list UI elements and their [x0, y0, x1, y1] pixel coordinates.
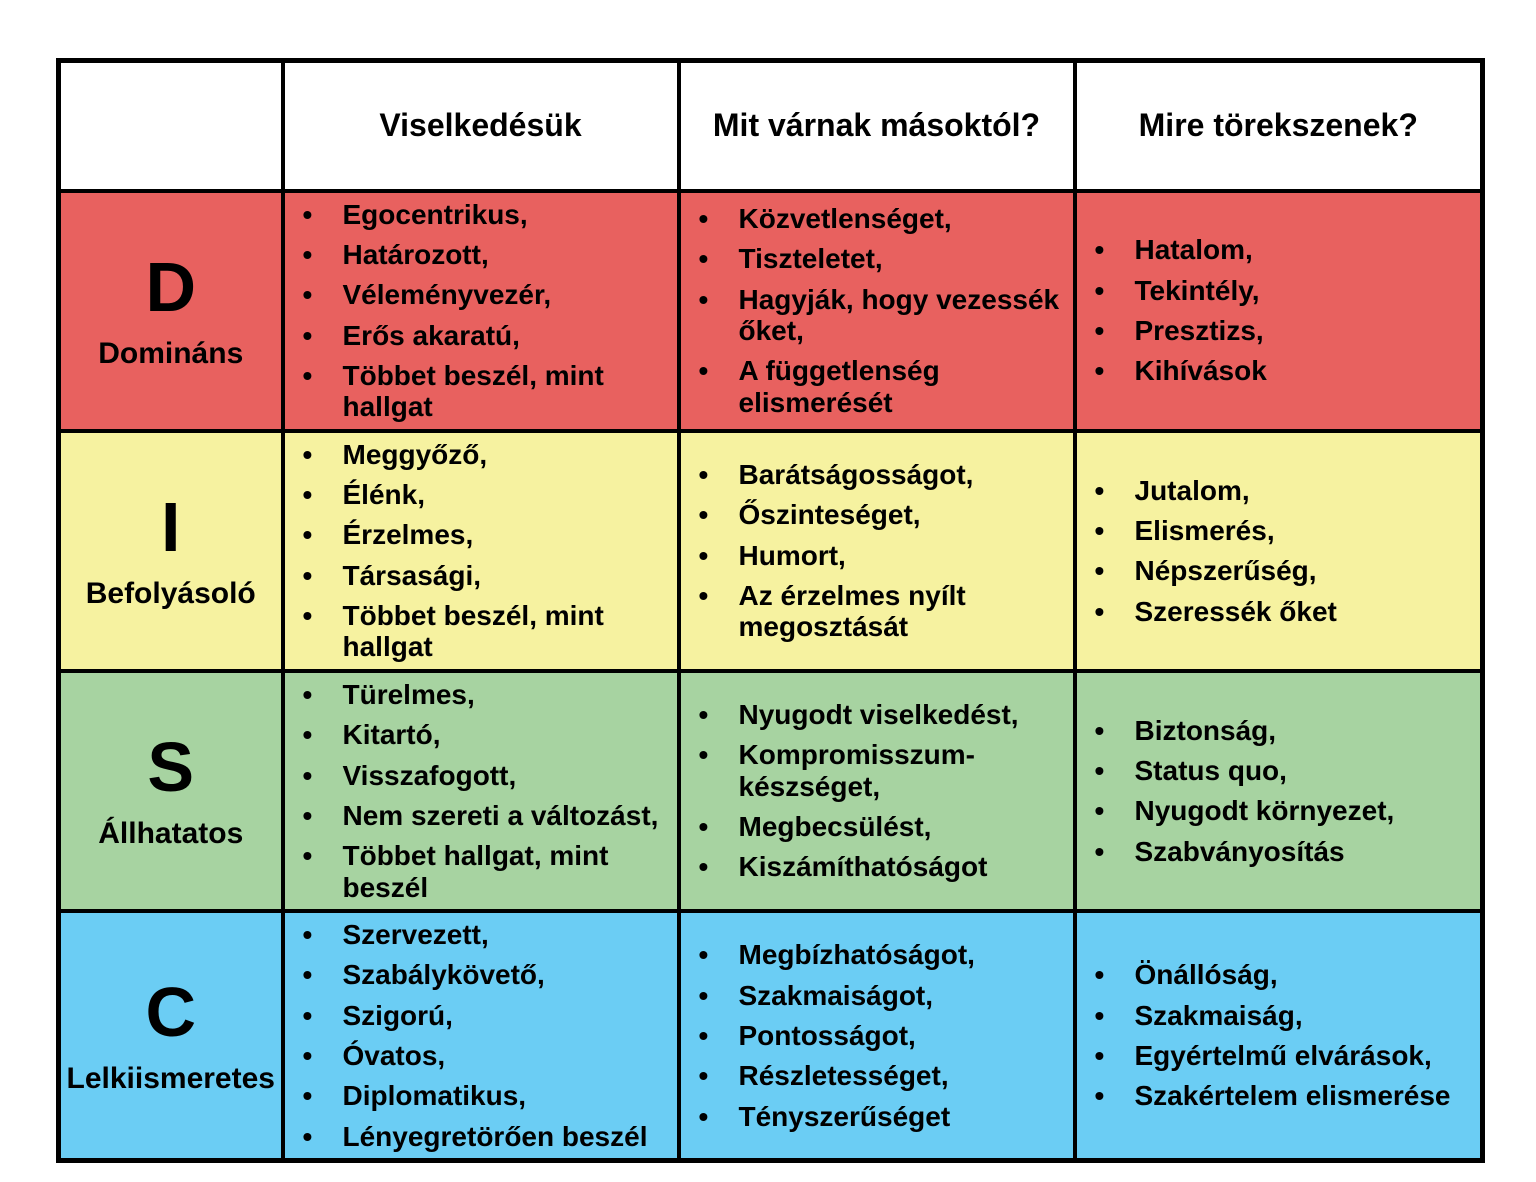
list-item: [1077, 275, 1481, 306]
list-item-text: Humort,: [738, 539, 846, 571]
bullet-list: [285, 679, 677, 903]
list-item: [681, 355, 1073, 418]
list-item: [285, 1121, 677, 1152]
row-letter: C: [145, 972, 197, 1051]
list-item: [1077, 234, 1481, 265]
bullet-icon: •: [302, 359, 313, 391]
cell-dominant-behavior: [283, 191, 679, 431]
bullet-list: [1077, 959, 1481, 1111]
bullet-icon: •: [698, 698, 709, 730]
list-item: [681, 1101, 1073, 1132]
bullet-icon: •: [698, 811, 709, 843]
bullet-icon: •: [1094, 959, 1105, 991]
list-item-text: Közvetlenséget,: [738, 203, 952, 234]
list-item: [681, 580, 1073, 643]
list-item: [1077, 836, 1481, 867]
list-item: [681, 459, 1073, 490]
row-steady: [59, 671, 1483, 911]
list-item-text: Óvatos,: [342, 1040, 446, 1072]
list-item-text: Szigorú,: [342, 999, 453, 1031]
cell-influencer-expectations: [679, 431, 1075, 671]
list-item-text: Nem szereti a változást,: [342, 799, 659, 831]
list-item: [681, 939, 1073, 970]
list-item-text: Tényszerűséget: [738, 1100, 951, 1132]
list-item-text: Elismerés,: [1134, 514, 1275, 546]
list-item-text: Biztonság,: [1134, 714, 1277, 746]
list-item-text: Társasági,: [342, 559, 482, 591]
bullet-icon: •: [302, 678, 313, 710]
row-letter: D: [145, 247, 197, 326]
list-item-text: Visszafogott,: [342, 759, 517, 791]
list-item: [1077, 555, 1481, 586]
cell-steady-goals: [1075, 671, 1483, 911]
row-influencer: [59, 431, 1483, 671]
bullet-icon: •: [302, 238, 313, 270]
list-item-text: A függetlenség elismerését: [738, 355, 940, 418]
cell-conscientious-goals: [1075, 911, 1483, 1161]
bullet-list: [285, 199, 677, 423]
cell-dominant-expectations: [679, 191, 1075, 431]
list-item-text: Hatalom,: [1134, 234, 1253, 266]
row-dominant: [59, 191, 1483, 431]
bullet-icon: •: [302, 438, 313, 470]
bullet-icon: •: [698, 579, 709, 611]
list-item-text: Lényegretörően beszél: [342, 1120, 648, 1152]
bullet-icon: •: [698, 739, 709, 771]
disc-table: [56, 58, 1485, 1163]
list-item-text: Szakmaiság,: [1134, 999, 1303, 1031]
list-item-text: Részletességet,: [738, 1060, 949, 1092]
list-item-text: Nyugodt viselkedést,: [738, 698, 1019, 730]
bullet-icon: •: [698, 203, 709, 234]
list-item: [1077, 596, 1481, 627]
list-item: [681, 540, 1073, 571]
bullet-icon: •: [1094, 595, 1105, 627]
list-item-text: Határozott,: [342, 238, 489, 270]
list-item: [285, 560, 677, 591]
list-item-text: Önállóság,: [1134, 959, 1278, 991]
bullet-icon: •: [302, 279, 313, 311]
list-item: [1077, 795, 1481, 826]
row-name: Domináns: [98, 336, 244, 370]
list-item: [681, 284, 1073, 347]
bullet-icon: •: [302, 999, 313, 1031]
bullet-icon: •: [698, 851, 709, 883]
cell-conscientious-expectations: [679, 911, 1075, 1161]
bullet-icon: •: [1094, 355, 1105, 387]
row-name: Állhatatos: [98, 817, 244, 851]
list-item: [285, 320, 677, 351]
corner-cell: [59, 61, 283, 191]
cell-dominant-goals: [1075, 191, 1483, 431]
list-item: [285, 760, 677, 791]
cell-influencer-goals: [1075, 431, 1483, 671]
bullet-icon: •: [302, 959, 313, 991]
bullet-icon: •: [698, 539, 709, 571]
bullet-icon: •: [698, 458, 709, 490]
list-item: [285, 439, 677, 470]
row-letter: I: [161, 487, 181, 566]
list-item-text: Tiszteletet,: [738, 243, 883, 275]
bullet-list: [681, 939, 1073, 1132]
cell-steady-behavior: [283, 671, 679, 911]
bullet-icon: •: [1094, 474, 1105, 506]
list-item: [681, 203, 1073, 234]
list-item-text: Élénk,: [342, 479, 425, 511]
list-item: [681, 851, 1073, 882]
bullet-icon: •: [302, 479, 313, 511]
column-header-goals: Mire törekszenek?: [1075, 61, 1483, 191]
bullet-icon: •: [302, 759, 313, 791]
bullet-icon: •: [698, 1060, 709, 1092]
bullet-icon: •: [302, 918, 313, 950]
list-item: [681, 699, 1073, 730]
list-item-text: Szabálykövető,: [342, 959, 545, 991]
list-item-text: Őszinteséget,: [738, 499, 921, 531]
column-header-expectations: Mit várnak másoktól?: [679, 61, 1075, 191]
bullet-list: [681, 203, 1073, 418]
list-item-text: Érzelmes,: [342, 519, 474, 551]
bullet-icon: •: [698, 1100, 709, 1132]
list-item: [681, 980, 1073, 1011]
bullet-list: [1077, 715, 1481, 867]
list-item: [285, 800, 677, 831]
list-item: [681, 739, 1073, 802]
bullet-icon: •: [302, 719, 313, 751]
list-item-text: Egocentrikus,: [342, 198, 528, 230]
cell-influencer-behavior: [283, 431, 679, 671]
list-item: [285, 360, 677, 423]
list-item-text: Kihívások: [1134, 355, 1267, 387]
bullet-icon: •: [1094, 795, 1105, 827]
row-label-influencer: [59, 431, 283, 671]
bullet-list: [681, 459, 1073, 643]
bullet-icon: •: [302, 1040, 313, 1072]
list-item-text: Diplomatikus,: [342, 1080, 527, 1112]
bullet-icon: •: [1094, 514, 1105, 546]
bullet-icon: •: [1094, 315, 1105, 347]
bullet-icon: •: [302, 799, 313, 831]
row-name: Lelkiismeretes: [66, 1061, 275, 1095]
bullet-icon: •: [698, 939, 709, 971]
bullet-icon: •: [302, 840, 313, 872]
list-item: [1077, 1080, 1481, 1111]
header-row: [59, 61, 1483, 191]
row-label-dominant: [59, 191, 283, 431]
list-item: [285, 239, 677, 270]
row-name: Befolyásoló: [85, 576, 256, 610]
list-item: [681, 243, 1073, 274]
list-item: [1077, 715, 1481, 746]
column-header-behavior: Viselkedésük: [283, 61, 679, 191]
bullet-icon: •: [698, 355, 709, 387]
list-item-text: Szervezett,: [342, 918, 489, 950]
list-item: [681, 1060, 1073, 1091]
bullet-icon: •: [302, 198, 313, 230]
list-item: [1077, 315, 1481, 346]
bullet-icon: •: [698, 499, 709, 531]
list-item: [1077, 515, 1481, 546]
list-item: [285, 719, 677, 750]
list-item: [285, 519, 677, 550]
list-item-text: Népszerűség,: [1134, 555, 1317, 587]
list-item-text: Szakmaiságot,: [738, 979, 934, 1011]
row-letter: S: [147, 728, 195, 807]
list-item-text: Megbízhatóságot,: [738, 939, 975, 971]
list-item-text: Kiszámíthatóságot: [738, 851, 988, 883]
list-item: [285, 959, 677, 990]
list-item-text: Status quo,: [1134, 755, 1287, 787]
list-item: [285, 919, 677, 950]
bullet-icon: •: [1094, 1080, 1105, 1112]
row-label-conscientious: [59, 911, 283, 1161]
bullet-icon: •: [302, 559, 313, 591]
list-item-text: Nyugodt környezet,: [1134, 795, 1395, 827]
list-item: [285, 679, 677, 710]
list-item-text: Presztizs,: [1134, 315, 1264, 347]
list-item: [285, 1080, 677, 1111]
row-label-steady: [59, 671, 283, 911]
bullet-icon: •: [1094, 755, 1105, 787]
list-item: [285, 840, 677, 903]
list-item: [1077, 959, 1481, 990]
list-item-text: Szeressék őket: [1134, 595, 1337, 627]
bullet-icon: •: [302, 600, 313, 632]
list-item: [285, 479, 677, 510]
list-item-text: Meggyőző,: [342, 438, 488, 470]
list-item: [285, 199, 677, 230]
bullet-icon: •: [302, 319, 313, 351]
bullet-icon: •: [302, 1120, 313, 1152]
bullet-icon: •: [1094, 999, 1105, 1031]
list-item: [285, 600, 677, 663]
list-item: [285, 1040, 677, 1071]
list-item-text: Tekintély,: [1134, 274, 1260, 306]
bullet-list: [285, 919, 677, 1152]
bullet-icon: •: [698, 283, 709, 315]
list-item-text: Megbecsülést,: [738, 811, 932, 843]
row-conscientious: [59, 911, 1483, 1161]
bullet-icon: •: [302, 519, 313, 551]
list-item: [1077, 1000, 1481, 1031]
list-item-text: Kitartó,: [342, 719, 441, 751]
list-item: [1077, 355, 1481, 386]
cell-conscientious-behavior: [283, 911, 679, 1161]
list-item-text: Többet beszél, mint hallgat: [342, 600, 604, 663]
list-item-text: Pontosságot,: [738, 1019, 916, 1051]
list-item: [681, 1020, 1073, 1051]
bullet-icon: •: [1094, 555, 1105, 587]
list-item: [1077, 1040, 1481, 1071]
list-item-text: Többet hallgat, mint beszél: [342, 840, 609, 903]
list-item-text: Az érzelmes nyílt megosztását: [738, 579, 966, 643]
bullet-icon: •: [698, 979, 709, 1011]
bullet-icon: •: [698, 243, 709, 275]
bullet-icon: •: [1094, 274, 1105, 306]
bullet-icon: •: [698, 1019, 709, 1051]
cell-steady-expectations: [679, 671, 1075, 911]
list-item-text: Jutalom,: [1134, 474, 1250, 506]
bullet-list: [1077, 234, 1481, 386]
list-item-text: Véleményvezér,: [342, 279, 552, 311]
list-item: [285, 279, 677, 310]
bullet-list: [681, 699, 1073, 883]
list-item-text: Szabványosítás: [1134, 835, 1345, 867]
bullet-icon: •: [1094, 835, 1105, 867]
list-item-text: Szakértelem elismerése: [1134, 1080, 1451, 1112]
bullet-list: [285, 439, 677, 663]
list-item-text: Erős akaratú,: [342, 319, 520, 351]
list-item-text: Egyértelmű elvárások,: [1134, 1040, 1432, 1072]
bullet-icon: •: [1094, 714, 1105, 746]
list-item-text: Többet beszél, mint hallgat: [342, 359, 604, 423]
list-item-text: Türelmes,: [342, 678, 475, 710]
list-item: [681, 811, 1073, 842]
bullet-icon: •: [1094, 1040, 1105, 1072]
list-item-text: Barátságosságot,: [738, 458, 974, 490]
bullet-list: [1077, 475, 1481, 627]
list-item: [1077, 475, 1481, 506]
list-item: [285, 1000, 677, 1031]
list-item: [1077, 755, 1481, 786]
list-item-text: Kompromisszum-készséget,: [738, 739, 975, 802]
bullet-icon: •: [302, 1080, 313, 1112]
bullet-icon: •: [1094, 234, 1105, 266]
list-item: [681, 499, 1073, 530]
list-item-text: Hagyják, hogy vezessék őket,: [738, 283, 1060, 347]
